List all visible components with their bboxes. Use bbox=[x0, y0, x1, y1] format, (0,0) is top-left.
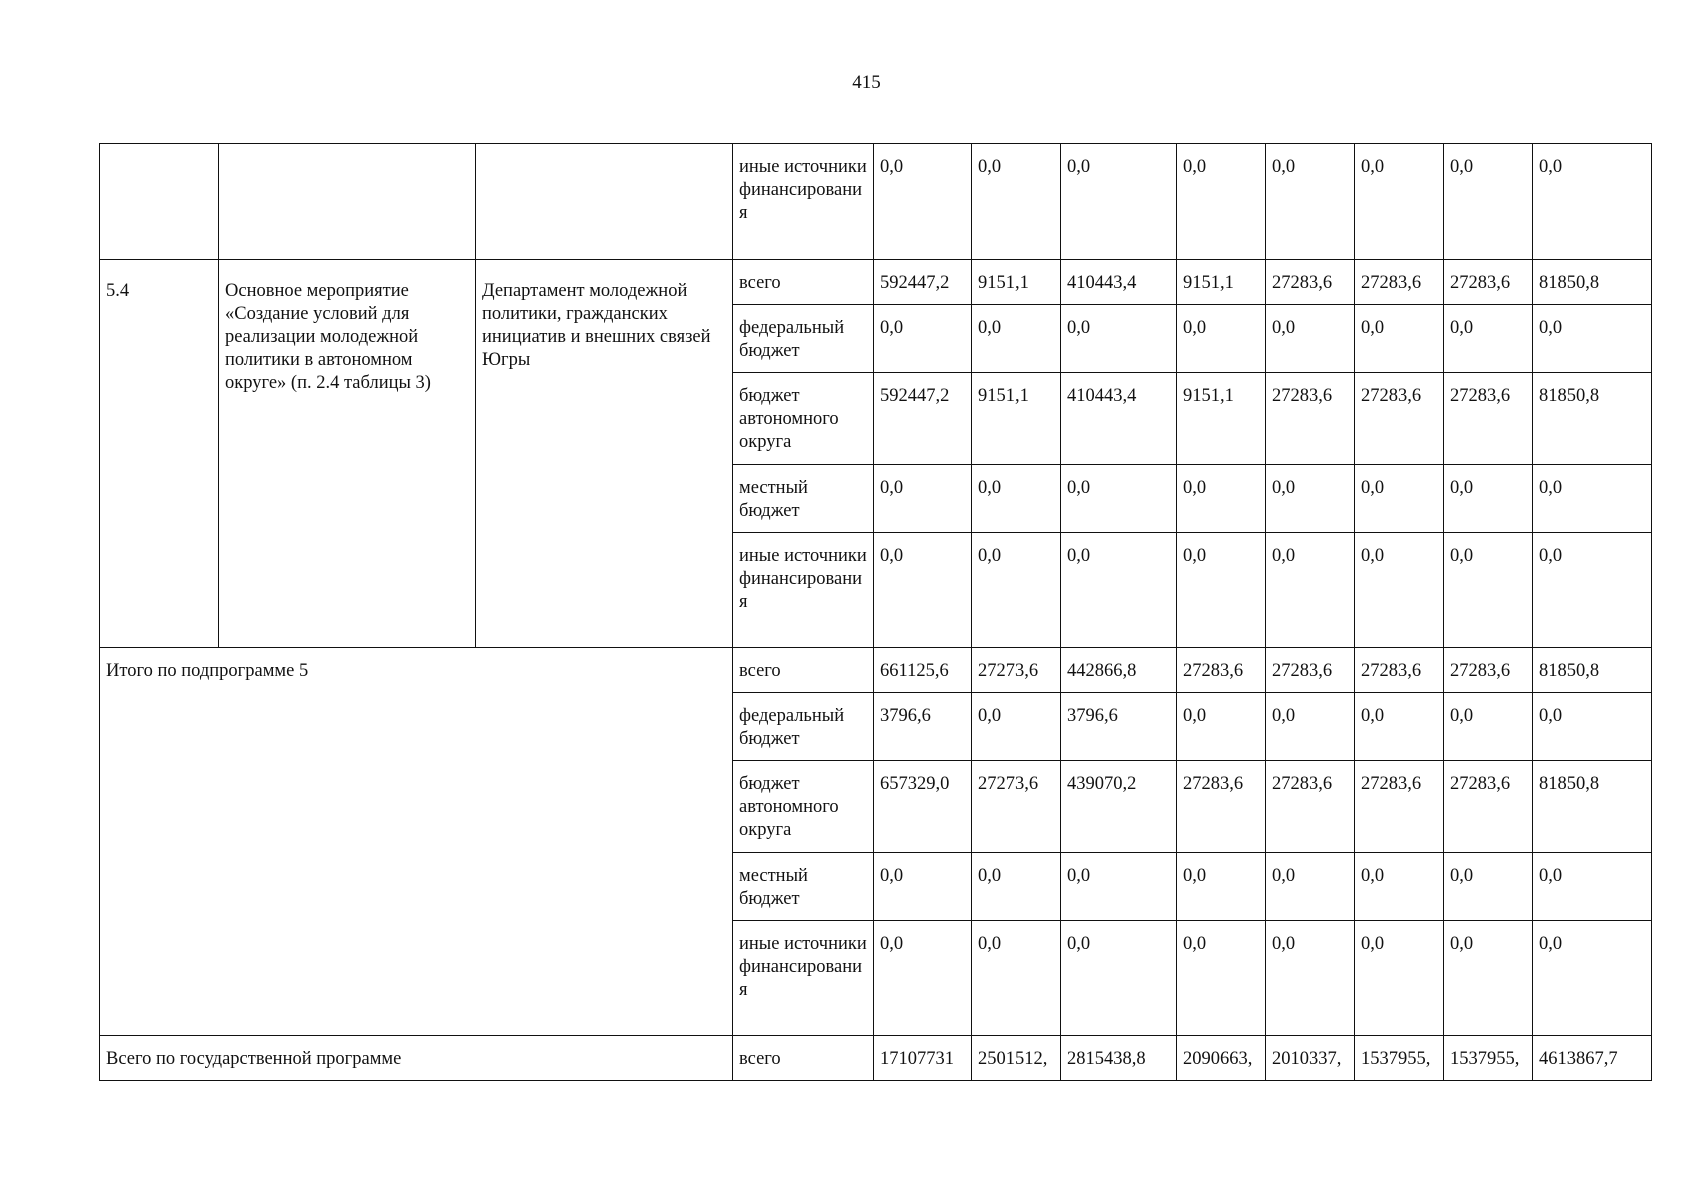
value-cell: 2090663, bbox=[1177, 1036, 1266, 1081]
value-cell: 439070,2 bbox=[1061, 761, 1177, 853]
value-cell: 4613867,7 bbox=[1533, 1036, 1652, 1081]
value-cell: 0,0 bbox=[972, 921, 1061, 1036]
value-cell: 0,0 bbox=[1177, 305, 1266, 373]
value-cell: 9151,1 bbox=[1177, 260, 1266, 305]
source-cell: бюджет автономного округа bbox=[733, 373, 874, 465]
value-cell: 0,0 bbox=[1266, 465, 1355, 533]
value-cell: 2815438,8 bbox=[1061, 1036, 1177, 1081]
page-number: 415 bbox=[852, 72, 881, 93]
value-cell: 0,0 bbox=[972, 465, 1061, 533]
value-cell: 0,0 bbox=[1177, 144, 1266, 260]
value-cell: 0,0 bbox=[972, 305, 1061, 373]
value-cell: 0,0 bbox=[1533, 693, 1652, 761]
value-cell: 0,0 bbox=[1061, 853, 1177, 921]
executor-cell bbox=[476, 144, 733, 260]
value-cell: 27283,6 bbox=[1266, 648, 1355, 693]
value-cell: 0,0 bbox=[972, 693, 1061, 761]
value-cell: 27283,6 bbox=[1444, 761, 1533, 853]
value-cell: 0,0 bbox=[1266, 533, 1355, 648]
source-cell: местный бюджет bbox=[733, 465, 874, 533]
value-cell: 0,0 bbox=[1444, 305, 1533, 373]
value-cell: 0,0 bbox=[1355, 305, 1444, 373]
value-cell: 27283,6 bbox=[1444, 648, 1533, 693]
value-cell: 657329,0 bbox=[874, 761, 972, 853]
value-cell: 81850,8 bbox=[1533, 260, 1652, 305]
value-cell: 0,0 bbox=[1177, 853, 1266, 921]
source-cell: иные источники финансирования bbox=[733, 533, 874, 648]
value-cell: 0,0 bbox=[874, 853, 972, 921]
value-cell: 0,0 bbox=[1355, 465, 1444, 533]
value-cell: 1537955, bbox=[1355, 1036, 1444, 1081]
value-cell: 0,0 bbox=[874, 305, 972, 373]
value-cell: 27283,6 bbox=[1266, 373, 1355, 465]
value-cell: 592447,2 bbox=[874, 260, 972, 305]
name-cell bbox=[219, 144, 476, 260]
value-cell: 442866,8 bbox=[1061, 648, 1177, 693]
value-cell: 3796,6 bbox=[874, 693, 972, 761]
value-cell: 0,0 bbox=[1355, 533, 1444, 648]
source-cell: всего bbox=[733, 260, 874, 305]
value-cell: 2501512, bbox=[972, 1036, 1061, 1081]
value-cell: 27283,6 bbox=[1444, 260, 1533, 305]
value-cell: 81850,8 bbox=[1533, 761, 1652, 853]
value-cell: 0,0 bbox=[1533, 921, 1652, 1036]
source-cell: федеральный бюджет bbox=[733, 693, 874, 761]
value-cell: 0,0 bbox=[1444, 853, 1533, 921]
value-cell: 17107731 bbox=[874, 1036, 972, 1081]
financing-table bbox=[99, 143, 1652, 1081]
value-cell: 9151,1 bbox=[1177, 373, 1266, 465]
value-cell: 0,0 bbox=[1177, 465, 1266, 533]
value-cell: 27283,6 bbox=[1177, 761, 1266, 853]
value-cell: 0,0 bbox=[1177, 533, 1266, 648]
value-cell: 27283,6 bbox=[1355, 373, 1444, 465]
value-cell: 0,0 bbox=[1444, 144, 1533, 260]
value-cell: 9151,1 bbox=[972, 373, 1061, 465]
item-executor: Департамент молодежной политики, гражданских инициатив и внешних связей Югры bbox=[476, 260, 733, 648]
value-cell: 0,0 bbox=[1061, 305, 1177, 373]
value-cell: 27283,6 bbox=[1266, 761, 1355, 853]
value-cell: 27273,6 bbox=[972, 648, 1061, 693]
value-cell: 27283,6 bbox=[1355, 648, 1444, 693]
source-cell: всего bbox=[733, 648, 874, 693]
value-cell: 0,0 bbox=[1444, 465, 1533, 533]
value-cell: 0,0 bbox=[1444, 921, 1533, 1036]
value-cell: 0,0 bbox=[1533, 533, 1652, 648]
value-cell: 661125,6 bbox=[874, 648, 972, 693]
value-cell: 0,0 bbox=[1355, 921, 1444, 1036]
value-cell: 2010337, bbox=[1266, 1036, 1355, 1081]
item-number: 5.4 bbox=[100, 260, 219, 648]
value-cell: 0,0 bbox=[1266, 305, 1355, 373]
table-row bbox=[100, 648, 1652, 693]
value-cell: 410443,4 bbox=[1061, 373, 1177, 465]
value-cell: 0,0 bbox=[874, 465, 972, 533]
value-cell: 0,0 bbox=[1266, 853, 1355, 921]
value-cell: 410443,4 bbox=[1061, 260, 1177, 305]
value-cell: 27283,6 bbox=[1266, 260, 1355, 305]
number-cell bbox=[100, 144, 219, 260]
value-cell: 0,0 bbox=[1266, 144, 1355, 260]
value-cell: 0,0 bbox=[1355, 693, 1444, 761]
value-cell: 0,0 bbox=[874, 921, 972, 1036]
value-cell: 27283,6 bbox=[1355, 761, 1444, 853]
source-cell: всего bbox=[733, 1036, 874, 1081]
value-cell: 0,0 bbox=[1061, 921, 1177, 1036]
value-cell: 27283,6 bbox=[1444, 373, 1533, 465]
value-cell: 0,0 bbox=[874, 144, 972, 260]
value-cell: 81850,8 bbox=[1533, 648, 1652, 693]
source-cell: иные источники финансирования bbox=[733, 144, 874, 260]
value-cell: 1537955, bbox=[1444, 1036, 1533, 1081]
value-cell: 0,0 bbox=[1533, 853, 1652, 921]
value-cell: 0,0 bbox=[972, 533, 1061, 648]
source-cell: иные источники финансирования bbox=[733, 921, 874, 1036]
value-cell: 81850,8 bbox=[1533, 373, 1652, 465]
value-cell: 0,0 bbox=[1177, 921, 1266, 1036]
source-cell: местный бюджет bbox=[733, 853, 874, 921]
table-body bbox=[100, 144, 1652, 1081]
value-cell: 3796,6 bbox=[1061, 693, 1177, 761]
value-cell: 9151,1 bbox=[972, 260, 1061, 305]
value-cell: 0,0 bbox=[1266, 921, 1355, 1036]
value-cell: 0,0 bbox=[1061, 144, 1177, 260]
value-cell: 0,0 bbox=[1533, 144, 1652, 260]
value-cell: 27283,6 bbox=[1355, 260, 1444, 305]
item-name: Основное мероприятие «Создание условий для реализации молодежной политики в автономном округе» (п. 2.4 таблицы 3) bbox=[219, 260, 476, 648]
value-cell: 0,0 bbox=[1177, 693, 1266, 761]
table-row bbox=[100, 1036, 1652, 1081]
value-cell: 0,0 bbox=[1533, 465, 1652, 533]
value-cell: 0,0 bbox=[1061, 465, 1177, 533]
value-cell: 0,0 bbox=[972, 144, 1061, 260]
source-cell: федеральный бюджет bbox=[733, 305, 874, 373]
value-cell: 0,0 bbox=[1444, 533, 1533, 648]
value-cell: 0,0 bbox=[1061, 533, 1177, 648]
source-cell: бюджет автономного округа bbox=[733, 761, 874, 853]
value-cell: 0,0 bbox=[1355, 853, 1444, 921]
value-cell: 592447,2 bbox=[874, 373, 972, 465]
value-cell: 0,0 bbox=[972, 853, 1061, 921]
program-total-label: Всего по государственной программе bbox=[100, 1036, 733, 1081]
value-cell: 0,0 bbox=[1444, 693, 1533, 761]
value-cell: 0,0 bbox=[874, 533, 972, 648]
value-cell: 27273,6 bbox=[972, 761, 1061, 853]
value-cell: 0,0 bbox=[1355, 144, 1444, 260]
value-cell: 0,0 bbox=[1533, 305, 1652, 373]
table-row bbox=[100, 144, 1652, 260]
table-row bbox=[100, 260, 1652, 305]
subprogram-total-label: Итого по подпрограмме 5 bbox=[100, 648, 733, 1036]
value-cell: 27283,6 bbox=[1177, 648, 1266, 693]
value-cell: 0,0 bbox=[1266, 693, 1355, 761]
